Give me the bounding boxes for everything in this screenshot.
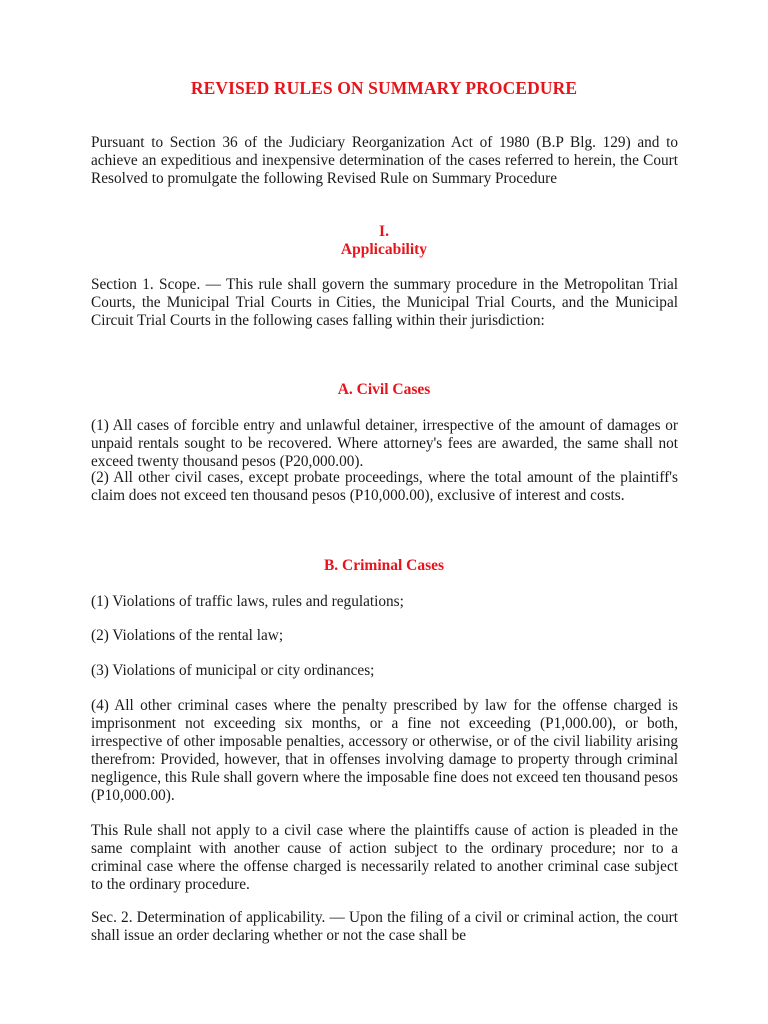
exclusion-paragraph: This Rule shall not apply to a civil case where the plaintiffs cause of action is pleaded in the same complaint with another cause of action subject to the ordinary procedure; nor to a criminal case where the offense charged is necessarily related to another criminal case subject to the ordinary procedure. bbox=[91, 822, 678, 893]
criminal-case-item-4: (4) All other criminal cases where the penalty prescribed by law for the offense charged is imprisonment not exceeding six months, or a fine not exceeding (P1,000.00), or both, irrespective of other imposable penalties, accessory or otherwise, or of the civil liability arising therefrom: Provided, however, that in offenses involving damage to property through criminal negligence, this Rule shall govern where the imposable fine does not exceed ten thousand pesos (P10,000.00). bbox=[91, 697, 678, 804]
part-title: Applicability bbox=[340, 241, 428, 258]
criminal-case-item-2: (2) Violations of the rental law; bbox=[91, 627, 284, 644]
section-1-paragraph: Section 1. Scope. — This rule shall govern the summary procedure in the Metropolitan Trial Courts, the Municipal Trial Courts in Cities, the Municipal Trial Courts, and the Municipal Circuit Trial Courts in the following cases falling within their jurisdiction: bbox=[91, 276, 678, 329]
civil-case-item-2: (2) All other civil cases, except probate proceedings, where the total amount of the plaintiff's claim does not exceed ten thousand pesos (P10,000.00), exclusive of interest and costs. bbox=[91, 469, 678, 504]
part-number: I. bbox=[379, 223, 389, 240]
criminal-cases-heading: B. Criminal Cases bbox=[323, 557, 445, 574]
civil-case-item-1: (1) All cases of forcible entry and unlawful detainer, irrespective of the amount of damages or unpaid rentals sought to be recovered. Where attorney's fees are awarded, the same shall not exceed twenty thousand pesos (P20,000.00). bbox=[91, 417, 678, 470]
criminal-case-item-3: (3) Violations of municipal or city ordinances; bbox=[91, 662, 375, 679]
document-title: REVISED RULES ON SUMMARY PROCEDURE bbox=[190, 78, 578, 98]
criminal-case-item-1: (1) Violations of traffic laws, rules and regulations; bbox=[91, 593, 404, 610]
section-2-paragraph: Sec. 2. Determination of applicability. — Upon the filing of a civil or criminal action, the court shall issue an order declaring whether or not the case shall be bbox=[91, 909, 678, 944]
civil-cases-heading: A. Civil Cases bbox=[337, 381, 431, 398]
preamble-paragraph: Pursuant to Section 36 of the Judiciary Reorganization Act of 1980 (B.P Blg. 129) and to achieve an expeditious and inexpensive determination of the cases referred to herein, the Court Resolved to promulgate the following Revised Rule on Summary Procedure bbox=[91, 134, 678, 187]
